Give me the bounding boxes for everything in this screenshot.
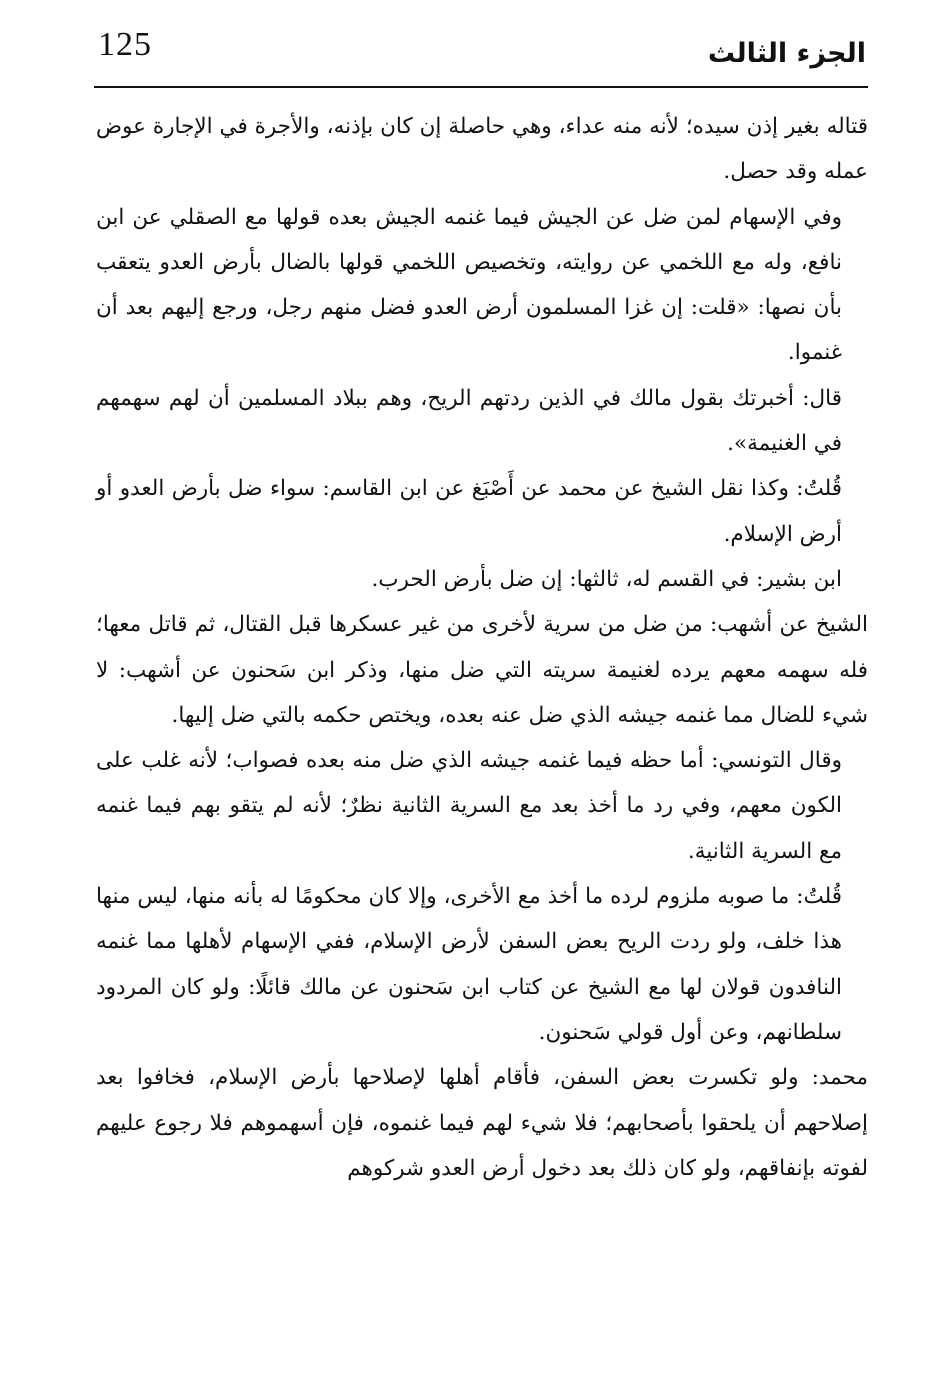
paragraph: قال: أخبرتك بقول مالك في الذين ردتهم الريح، وهم ببلاد المسلمين أن لهم سهمهم في الغنيمة». — [96, 385, 842, 457]
running-head: الجزء الثالث — [707, 38, 866, 69]
page-number: 125 — [98, 26, 152, 63]
header-rule — [94, 86, 868, 88]
paragraph: الشيخ عن أشهب: من ضل من سرية لأخرى من غير عسكرها قبل القتال، ثم قاتل معها؛ فله سهمه معهم يرده لغنيمة سريته التي ضل منها، وذكر ابن سَحنون عن أشهب: لا شيء للضال مما غنمه جيشه الذي ضل عنه بعده، ويختص حكمه بالتي ضل إليها. — [96, 612, 868, 728]
paragraph: وقال التونسي: أما حظه فيما غنمه جيشه الذي ضل منه بعده فصواب؛ لأنه غلب على الكون معهم، وفي رد ما أخذ بعد مع السرية الثانية نظرٌ؛ لأنه لم يتقو بهم فيما غنمه مع السرية الثانية. — [96, 748, 842, 864]
body-text — [96, 104, 868, 1191]
paragraph: وفي الإسهام لمن ضل عن الجيش فيما غنمه الجيش بعده قولها مع الصقلي عن ابن نافع، وله مع اللخمي عن روايته، وتخصيص اللخمي قولها بالضال بأرض العدو يتعقب بأن نصها: «قلت: إن غزا المسلمون أرض العدو فضل منهم رجل، ورجع إليهم بعد أن غنموا. — [96, 204, 842, 366]
paragraph: ابن بشير: في القسم له، ثالثها: إن ضل بأرض الحرب. — [371, 566, 842, 592]
paragraph: محمد: ولو تكسرت بعض السفن، فأقام أهلها لإصلاحها بأرض الإسلام، فخافوا بعد إصلاحهم أن يلحقوا بأصحابهم؛ فلا شيء لهم فيما غنموه، فإن أسهموهم فلا رجوع عليهم لفوته بإنفاقهم، ولو كان ذلك بعد دخول أرض العدو شركوهم — [96, 1065, 868, 1181]
paragraph: قُلتُ: وكذا نقل الشيخ عن محمد عن أَصْبَغ عن ابن القاسم: سواء ضل بأرض العدو أو أرض الإسلام. — [96, 476, 842, 547]
paragraph: قتاله بغير إذن سيده؛ لأنه منه عداء، وهي حاصلة إن كان بإذنه، والأجرة في الإجارة عوض عمله وقد حصل. — [96, 114, 868, 185]
paragraph: قُلتُ: ما صوبه ملزوم لرده ما أخذ مع الأخرى، وإلا كان محكومًا له بأنه منها، ليس منها هذا خلف، ولو ردت الريح بعض السفن لأرض الإسلام، ففي الإسهام لأهلها مما غنمه النافدون قولان لها مع الشيخ عن كتاب ابن سَحنون عن مالك قائلًا: ولو كان المردود سلطانهم، وعن أول قولي سَحنون. — [96, 884, 842, 1045]
